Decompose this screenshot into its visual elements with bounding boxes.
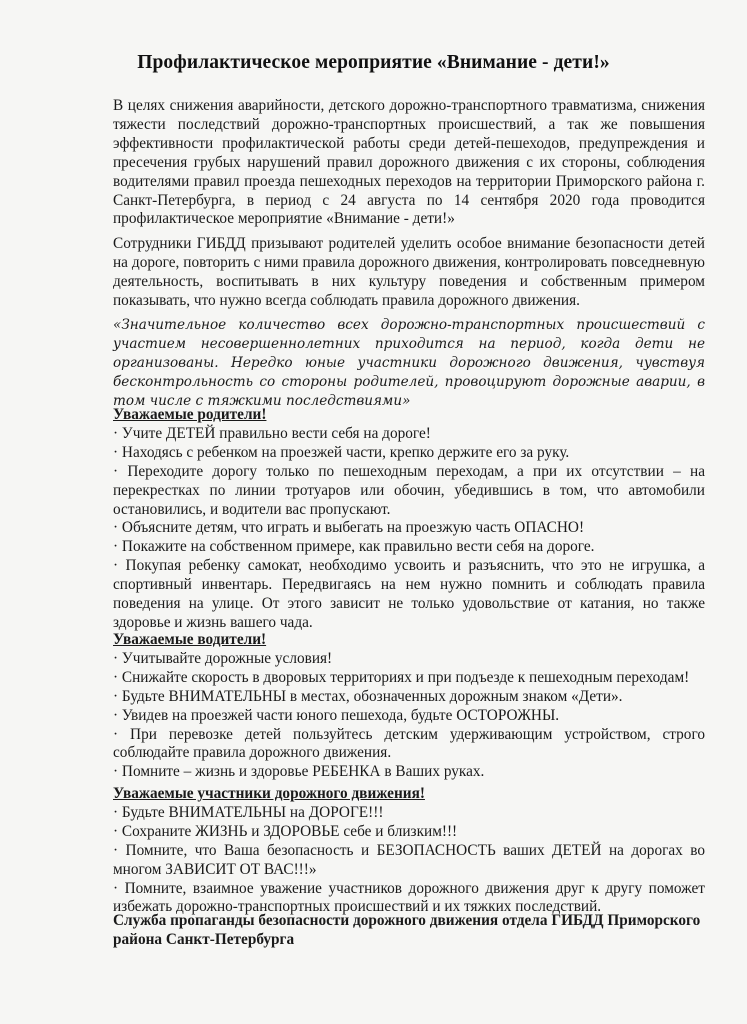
list-item: · Снижайте скорость в дворовых территориях и при подъезде к пешеходным переходам! <box>113 668 690 686</box>
list-item: · Будьте ВНИМАТЕЛЬНЫ в местах, обозначенных дорожным знаком «Дети». <box>113 687 623 705</box>
list-item: · Переходите дорогу только по пешеходным переходам, а при их отсутствии – на перекрестках по линии тротуаров или обочин, убедившись в том, что автомобили остановились, и водители вас пропускают. <box>113 462 705 518</box>
list-item: · Помните – жизнь и здоровье РЕБЕНКА в Ваших руках. <box>113 763 485 781</box>
list-item: · Сохраните ЖИЗНЬ и ЗДОРОВЬЕ себе и близким!!! <box>113 822 458 840</box>
list-item: · Учите ДЕТЕЙ правильно вести себя на дороге! <box>113 424 431 442</box>
list-item: · При перевозке детей пользуйтесь детским удерживающим устройством, строго соблюдайте правила дорожного движения. <box>113 725 705 762</box>
section-road-users <box>113 785 705 917</box>
list-item: · Помните, взаимное уважение участников дорожного движения друг к другу поможет избежать дорожно-транспортных происшествий и их тяжких последствий. <box>113 879 705 916</box>
list-item: · Увидев на проезжей части юного пешехода, будьте ОСТОРОЖНЫ. <box>113 706 560 724</box>
quote-paragraph: «Значительное количество всех дорожно-транспортных происшествий с участием несовершеннолетних приходится на период, когда дети не организованы. Нередко юные участники дорожного движения, чувствуя бесконтрольность со стороны родителей, провоцируют дорожные аварии, в том числе с тяжкими последствиями» <box>113 317 705 409</box>
second-paragraph: Сотрудники ГИБДД призывают родителей уделить особое внимание безопасности детей на дороге, повторить с ними правила дорожного движения, контролировать повседневную деятельность, воспитывать в них культуру поведения и собственным примером показывать, что нужно всегда соблюдать правила дорожного движения. <box>113 235 705 309</box>
intro-paragraph: В целях снижения аварийности, детского дорожно-транспортного травматизма, снижения тяжести последствий дорожно-транспортных происшествий, а так же повышения эффективности профилактической работы среди детей-пешеходов, предупреждения и пресечения грубых нарушений правил дорожного движения с их стороны, соблюдения водителями правил проезда пешеходных переходов на территории Приморского района г. Санкт-Петербурга, в период с 24 августа по 14 сентября 2020 года проводится профилактическое мероприятие «Внимание - дети!» <box>113 97 705 228</box>
section-parents <box>113 406 705 633</box>
signature: Служба пропаганды безопасности дорожного движения отдела ГИБДД Приморского района Санкт-Петербурга <box>113 912 701 948</box>
list-item: · Объясните детям, что играть и выбегать на проезжую часть ОПАСНО! <box>113 519 585 537</box>
document-title: Профилактическое мероприятие «Внимание - дети!» <box>137 52 610 73</box>
list-item: · Помните, что Ваша безопасность и БЕЗОПАСНОСТЬ ваших ДЕТЕЙ на дорогах во многом ЗАВИСИТ ОТ ВАС!!!» <box>113 841 705 878</box>
list-item: · Покупая ребенку самокат, необходимо усвоить и разъяснить, что это не игрушка, а спортивный инвентарь. Передвигаясь на нем нужно помнить и соблюдать правила поведения на улице. От этого зависит не только удовольствие от катания, но также здоровье и жизнь вашего чада. <box>113 557 705 631</box>
section-drivers <box>113 631 705 782</box>
section-heading: Уважаемые родители! <box>113 406 267 423</box>
list-item: · Находясь с ребенком на проезжей части, крепко держите его за руку. <box>113 443 570 461</box>
list-item: · Покажите на собственном примере, как правильно вести себя на дороге. <box>113 538 595 556</box>
list-item: · Будьте ВНИМАТЕЛЬНЫ на ДОРОГЕ!!! <box>113 803 384 821</box>
section-heading: Уважаемые водители! <box>113 631 267 648</box>
list-item: · Учитывайте дорожные условия! <box>113 649 333 667</box>
section-heading: Уважаемые участники дорожного движения! <box>113 785 425 802</box>
